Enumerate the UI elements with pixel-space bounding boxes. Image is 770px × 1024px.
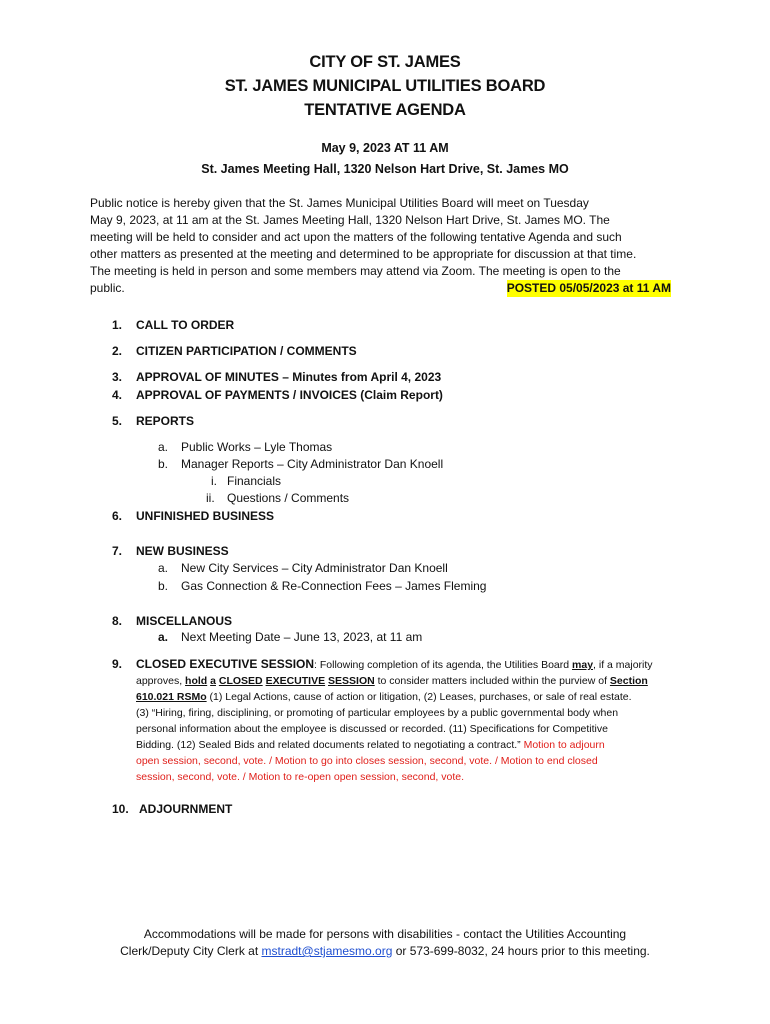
public-notice [90, 195, 685, 297]
sub-item-marker: b. [158, 579, 169, 593]
document-title [0, 50, 770, 122]
accessibility-footer [0, 926, 770, 960]
clerk-email-link[interactable]: mstradt@stjamesmo.org [261, 944, 393, 958]
sub-item-marker: b. [158, 457, 169, 471]
footer-line: Clerk/Deputy City Clerk at mstradt@stjamesmo.org or 573-699-8032, 24 hours prior to this meeting. [120, 944, 650, 958]
item-text: CITIZEN PARTICIPATION / COMMENTS [136, 344, 357, 358]
motion-text: Motion to adjourn [523, 739, 605, 751]
notice-line: May 9, 2023, at 11 am at the St. James Meeting Hall, 1320 Nelson Hart Drive, St. James MO. The [90, 213, 610, 227]
statute-reference: 610.021 RSMo [136, 691, 207, 703]
sub-item-text: Manager Reports – City Administrator Dan Knoell [181, 457, 444, 471]
motion-text: session, second, vote. / Motion to re-open open session, second, vote. [136, 771, 465, 783]
item-number: 7. [112, 544, 123, 558]
notice-line: meeting will be held to consider and act upon the matters of the following tentative Agenda and such [90, 230, 622, 244]
sub-item-text: New City Services – City Administrator Dan Knoell [181, 561, 448, 575]
sub-item-marker: a. [158, 440, 169, 454]
item-number: 3. [112, 370, 123, 384]
sub-item-text: Next Meeting Date – June 13, 2023, at 11 am [181, 630, 423, 644]
title-city: CITY OF ST. JAMES [309, 53, 461, 71]
item-number: 9. [112, 657, 123, 671]
item-number: 4. [112, 388, 123, 402]
item-text: UNFINISHED BUSINESS [136, 509, 275, 523]
item-text: REPORTS [136, 414, 195, 428]
item-text: APPROVAL OF PAYMENTS / INVOICES (Claim Report) [136, 388, 443, 402]
sub-item-text: Gas Connection & Re-Connection Fees – James Fleming [181, 579, 487, 593]
motion-text: open session, second, vote. / Motion to go into closes session, second, vote. / Motion to end closed [136, 755, 598, 767]
item-text: CALL TO ORDER [136, 318, 235, 332]
notice-line: The meeting is held in person and some members may attend via Zoom. The meeting is open to the [90, 264, 621, 278]
item-number: 1. [112, 318, 123, 332]
posted-badge: POSTED 05/05/2023 at 11 AM [506, 281, 671, 295]
meeting-datetime: May 9, 2023 AT 11 AM [321, 141, 449, 155]
footer-line: Accommodations will be made for persons with disabilities - contact the Utilities Accounting [143, 927, 627, 941]
title-agenda: TENTATIVE AGENDA [304, 101, 466, 119]
item-number: 5. [112, 414, 123, 428]
sub-sub-item-text: Questions / Comments [227, 491, 350, 505]
sub-sub-item-marker: ii. [206, 491, 215, 505]
sub-item-marker: a. [158, 630, 169, 644]
title-board: ST. JAMES MUNICIPAL UTILITIES BOARD [224, 77, 546, 95]
sub-sub-item-marker: i. [211, 474, 217, 488]
item-text: NEW BUSINESS [136, 544, 229, 558]
item-number: 10. [112, 802, 129, 816]
closed-session-text: CLOSED EXECUTIVE SESSION: Following completion of its agenda, the Utilities Board may, if a majority approves, hold a CLOSED EXECUTIVE SESSION to consider matters included within the purview of Section 610.021 RSMo (1) Legal Actions, cause of action or litigation, (2) Leases, purchases, or sale of real estate. (3) “Hiring, firing, disciplining, or promoting of particular employees by a public governmental body when personal information about the employee is discussed or recorded. (11) Specifications for Competitive Bidding. (12) Sealed Bids and related documents related to negotiating a contract.” Motion to adjourn open session, second, vote. / Motion to go into closes session, second, vote. / Motion to end closed session, second, vote. / Motion to re-open open session, second, vote. [136, 656, 681, 785]
may-word: may [572, 659, 594, 671]
notice-line: Public notice is hereby given that the St. James Municipal Utilities Board will meet on Tuesday [90, 196, 589, 210]
item-number: 6. [112, 509, 123, 523]
item-number: 2. [112, 344, 123, 358]
sub-sub-item-text: Financials [227, 474, 282, 488]
meeting-location: St. James Meeting Hall, 1320 Nelson Hart Drive, St. James MO [201, 162, 569, 176]
item-text: ADJOURNMENT [139, 802, 233, 816]
item-text: APPROVAL OF MINUTES – Minutes from April 4, 2023 [136, 370, 442, 384]
notice-line: other matters as presented at the meeting and determined to be appropriate for discussion at that time. [90, 247, 637, 261]
sub-item-text: Public Works – Lyle Thomas [181, 440, 333, 454]
item-number: 8. [112, 614, 123, 628]
sub-item-marker: a. [158, 561, 169, 575]
item-text: MISCELLANOUS [136, 614, 232, 628]
closed-session-heading: CLOSED EXECUTIVE SESSION [136, 657, 315, 671]
notice-line: public. [90, 281, 125, 295]
